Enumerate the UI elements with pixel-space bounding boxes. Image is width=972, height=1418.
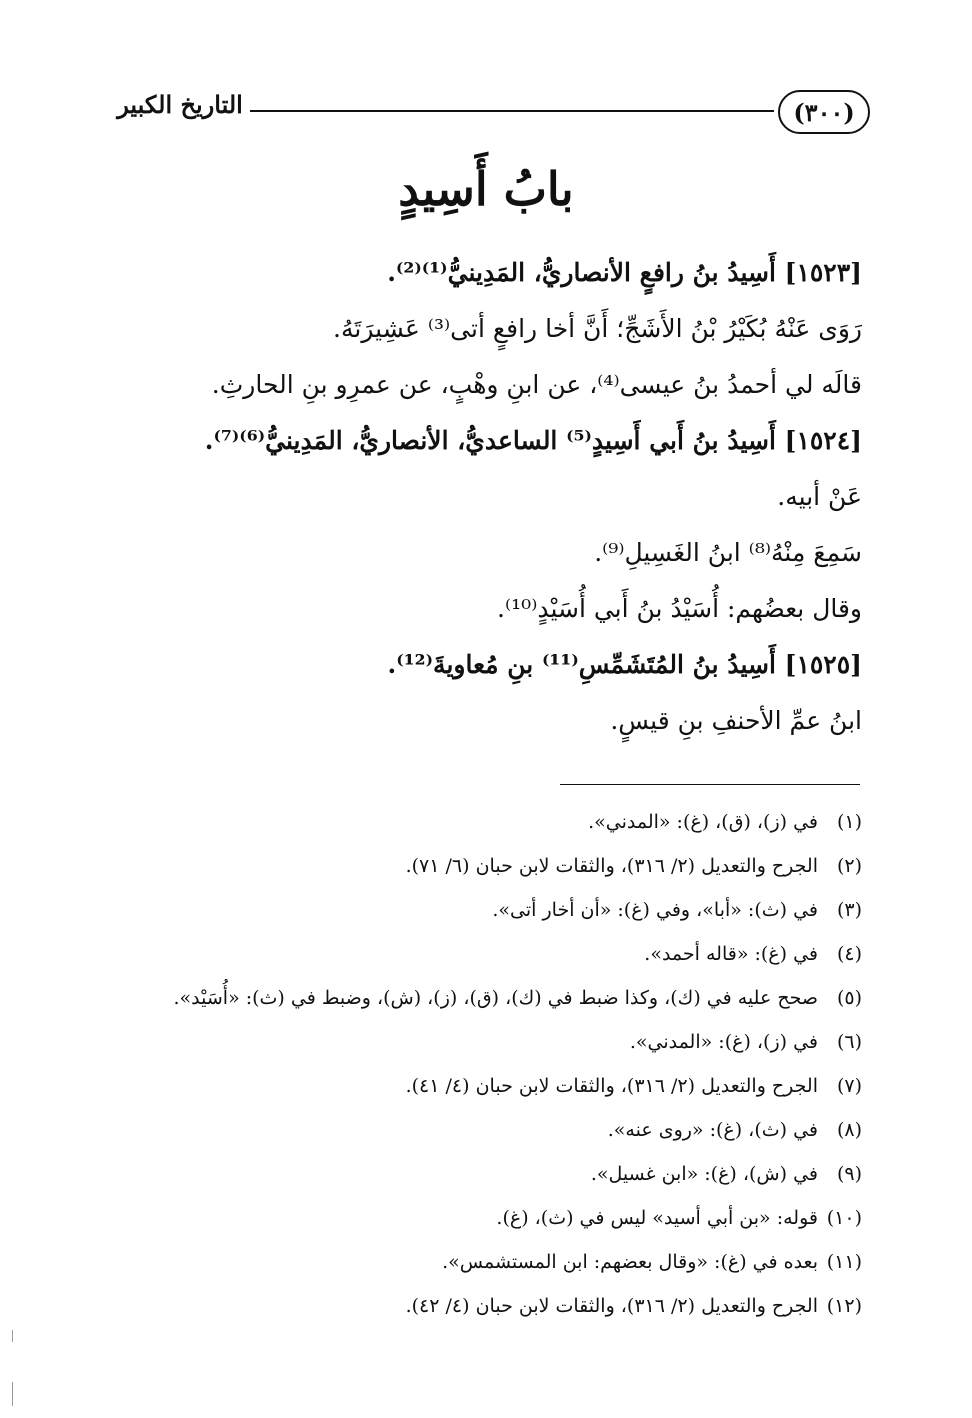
page-number: (٣٠٠) <box>778 90 870 134</box>
footnote-number: (٢) <box>836 855 862 877</box>
footnote-text: الجرح والتعديل (٢/ ٣١٦)، والثقات لابن حبان (٦/ ٧١). <box>405 855 818 877</box>
footnote-number: (١٠) <box>826 1207 862 1229</box>
footnote-number: (١٢) <box>826 1295 862 1317</box>
text-line: رَوَى عَنْهُ بُكَيْرُ بْنُ الأَشَجِّ؛ أَنَّ أخا رافعٍ أتى⁽³⁾ عَشِيرَتَهُ. <box>333 314 862 343</box>
running-header <box>110 90 870 136</box>
text-line: عَنْ أبيه. <box>777 482 862 511</box>
footnote-number: (٧) <box>836 1075 862 1097</box>
footnote-number: (٩) <box>836 1163 862 1185</box>
footnote-number: (٨) <box>836 1119 862 1141</box>
footnote-text: في (غ): «قاله أحمد». <box>644 943 818 965</box>
footnote-text: صحح عليه في (ك)، وكذا ضبط في (ك)، (ق)، (ز)، (ش)، وضبط في (ث): «أُسَيْد». <box>173 987 818 1009</box>
footnote <box>82 1284 862 1328</box>
body-text <box>102 245 862 749</box>
footnote-text: الجرح والتعديل (٢/ ٣١٦)، والثقات لابن حبان (٤/ ٤٢). <box>405 1295 818 1317</box>
footnote-number: (١١) <box>826 1251 862 1273</box>
entry-1523: [١٥٢٣] أَسِيدُ بنُ رافعٍ الأنصاريُّ، المَدِينيُّ⁽¹⁾⁽²⁾. <box>387 258 862 287</box>
footnote-number: (٥) <box>836 987 862 1009</box>
footnotes <box>82 800 862 1328</box>
footnote-text: في (ث)، (غ): «روى عنه». <box>607 1119 818 1141</box>
book-title: التاريخ الكبير <box>117 90 243 119</box>
footnote <box>82 800 862 844</box>
header-rule <box>250 110 774 112</box>
text-line: سَمِعَ مِنْهُ⁽⁸⁾ ابنُ الغَسِيلِ⁽⁹⁾. <box>594 538 862 567</box>
footnote-text: في (ز)، (غ): «المدني». <box>629 1031 818 1053</box>
footnote <box>82 1240 862 1284</box>
footnote <box>82 1020 862 1064</box>
footnote <box>82 976 862 1020</box>
margin-mark <box>12 1382 13 1406</box>
footnote-separator <box>560 784 860 785</box>
footnote <box>82 1152 862 1196</box>
footnote-number: (١) <box>836 811 862 833</box>
footnote-text: الجرح والتعديل (٢/ ٣١٦)، والثقات لابن حبان (٤/ ٤١). <box>405 1075 818 1097</box>
footnote-number: (٤) <box>836 943 862 965</box>
footnote <box>82 932 862 976</box>
footnote-number: (٦) <box>836 1031 862 1053</box>
footnote <box>82 1064 862 1108</box>
footnote-text: قوله: «بن أبي أسيد» ليس في (ث)، (غ). <box>496 1207 818 1229</box>
footnote-text: في (ث): «أبا»، وفي (غ): «أن أخار أتى». <box>492 899 818 921</box>
margin-mark <box>12 1330 13 1342</box>
text-line: وقال بعضُهم: أُسَيْدُ بنُ أَبي أُسَيْدٍ⁽¹⁰⁾. <box>497 594 862 623</box>
footnote <box>82 844 862 888</box>
footnote <box>82 888 862 932</box>
footnote <box>82 1108 862 1152</box>
text-line: قالَه لي أحمدُ بنُ عيسى⁽⁴⁾، عن ابنِ وهْبٍ، عن عمرِو بنِ الحارثِ. <box>211 370 862 399</box>
footnote-text: في (ز)، (ق)، (غ): «المدني». <box>588 811 818 833</box>
text-line: ابنُ عمِّ الأحنفِ بنِ قيسٍ. <box>610 706 862 735</box>
entry-1524: [١٥٢٤] أَسِيدُ بنُ أَبي أَسِيدٍ⁽⁵⁾ الساعديُّ، الأنصاريُّ، المَدِينيُّ⁽⁶⁾⁽⁷⁾. <box>204 426 862 455</box>
entry-1525: [١٥٢٥] أَسِيدُ بنُ المُتَشَمِّسِ⁽¹¹⁾ بنِ مُعاويةَ⁽¹²⁾. <box>387 650 862 679</box>
footnote-text: في (ش)، (غ): «ابن غسيل». <box>590 1163 818 1185</box>
footnote <box>82 1196 862 1240</box>
chapter-title: بابُ أَسِيدٍ <box>398 162 574 216</box>
footnote-number: (٣) <box>836 899 862 921</box>
footnote-text: بعده في (غ): «وقال بعضهم: ابن المستشمس». <box>442 1251 818 1273</box>
